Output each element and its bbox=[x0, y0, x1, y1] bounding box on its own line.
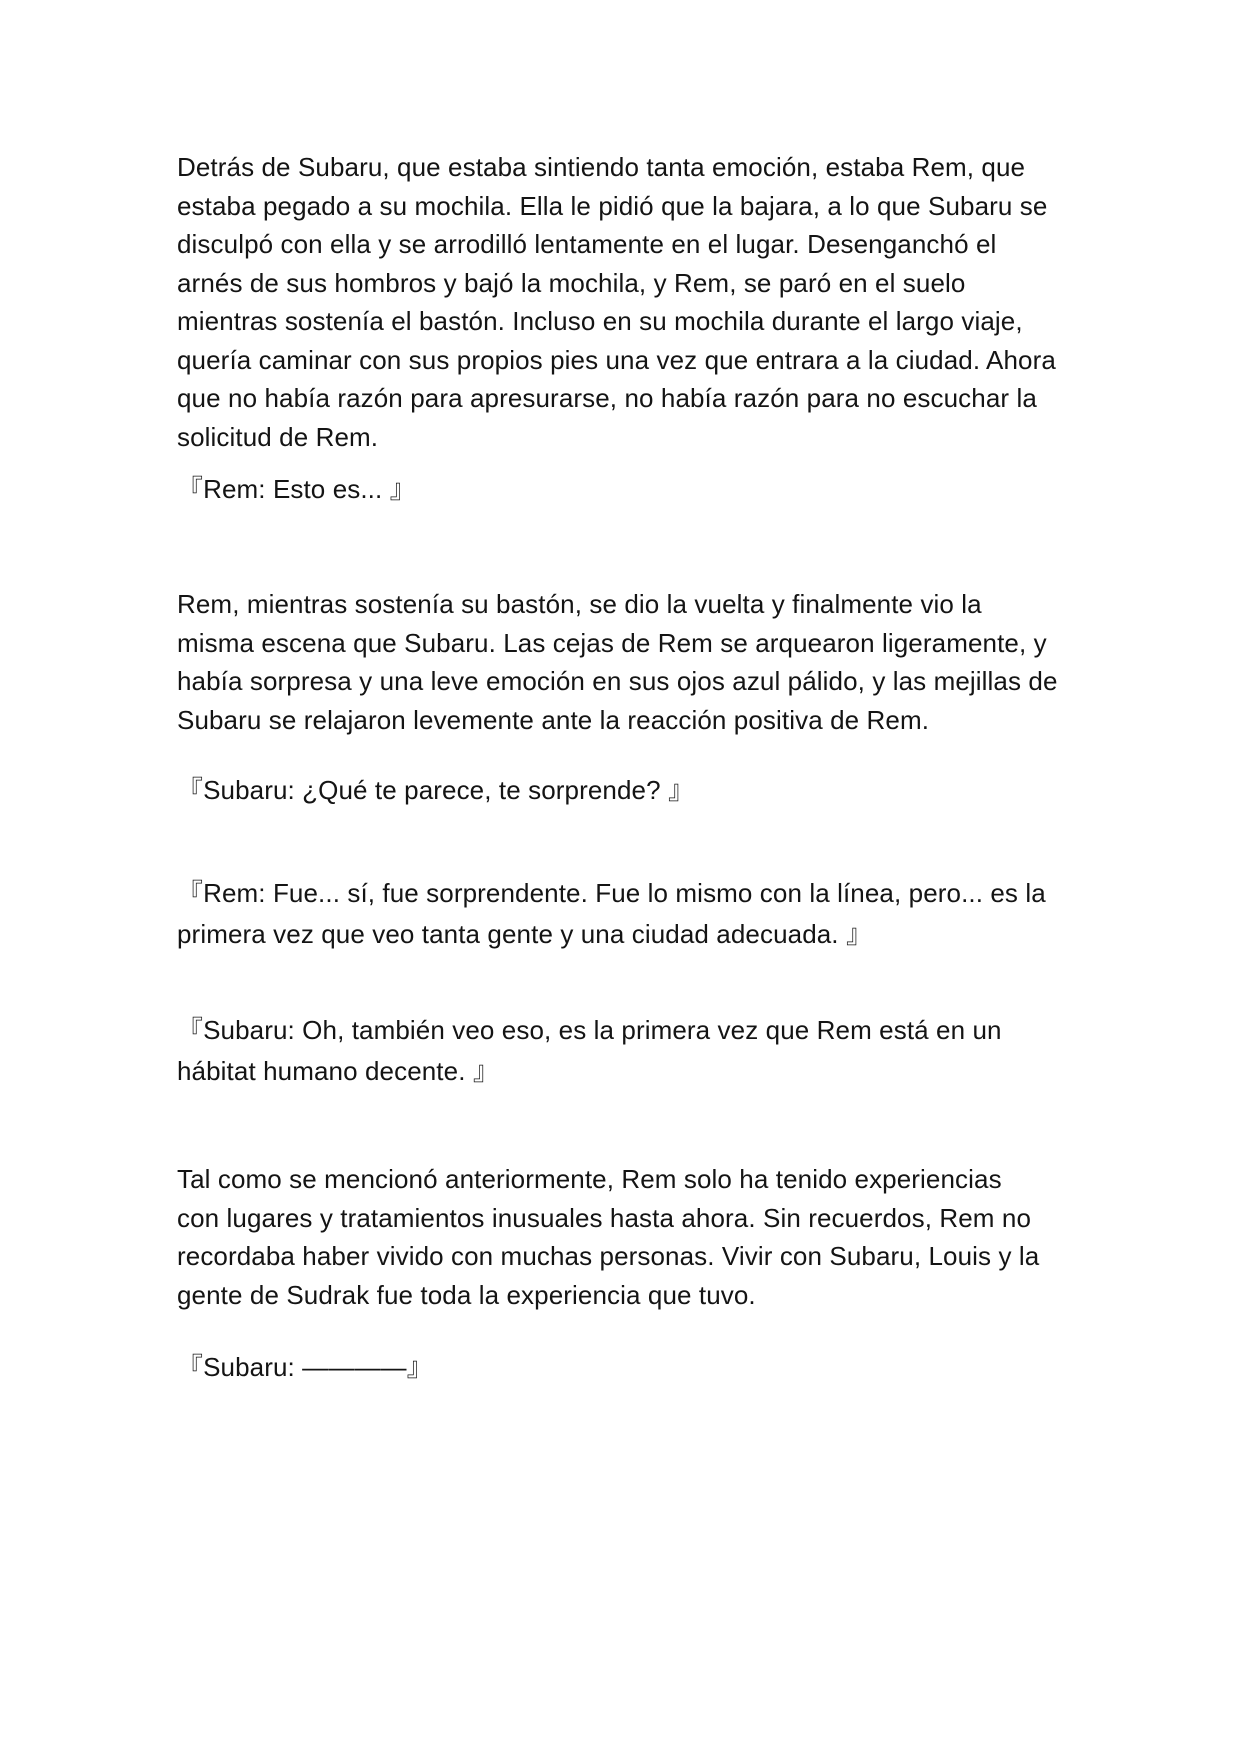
dialogue-rem-surprised: 『Rem: Fue... sí, fue sorprendente. Fue lo mismo con la línea, pero... es la primera vez que veo tanta gente y una ciudad adecuada. 』 bbox=[177, 878, 1046, 949]
dialogue-subaru-question: 『Subaru: ¿Qué te parece, te sorprende? 』 bbox=[177, 775, 695, 805]
dialogue-subaru-habitat: 『Subaru: Oh, también veo eso, es la primera vez que Rem está en un hábitat humano decente. 』 bbox=[177, 1015, 1002, 1086]
narration-paragraph-3: Tal como se mencionó anteriormente, Rem solo ha tenido experiencias con lugares y tratamientos inusuales hasta ahora. Sin recuerdos, Rem no recordaba haber vivido con muchas personas. Vivir con Subaru, Louis y la gente de Sudrak fue toda la experiencia que tuvo. bbox=[177, 1164, 1040, 1310]
dialogue-subaru-silence: 『Subaru: ————』 bbox=[177, 1352, 433, 1382]
dialogue-rem-esto-es: 『Rem: Esto es... 』 bbox=[177, 474, 416, 504]
narration-paragraph-1: Detrás de Subaru, que estaba sintiendo tanta emoción, estaba Rem, que estaba pegado a su mochila. Ella le pidió que la bajara, a lo que Subaru se disculpó con ella y se arrodilló lentamente en el lugar. Desenganchó el arnés de sus hombros y bajó la mochila, y Rem, se paró en el suelo mientras sostenía el bastón. Incluso en su mochila durante el largo viaje, quería caminar con sus propios pies una vez que entrara a la ciudad. Ahora que no había razón para apresurarse, no había razón para no escuchar la solicitud de Rem. bbox=[177, 152, 1056, 452]
narration-paragraph-2: Rem, mientras sostenía su bastón, se dio la vuelta y finalmente vio la misma escena que Subaru. Las cejas de Rem se arquearon ligeramente, y había sorpresa y una leve emoción en sus ojos azul pálido, y las mejillas de Subaru se relajaron levemente ante la reacción positiva de Rem. bbox=[177, 589, 1058, 735]
